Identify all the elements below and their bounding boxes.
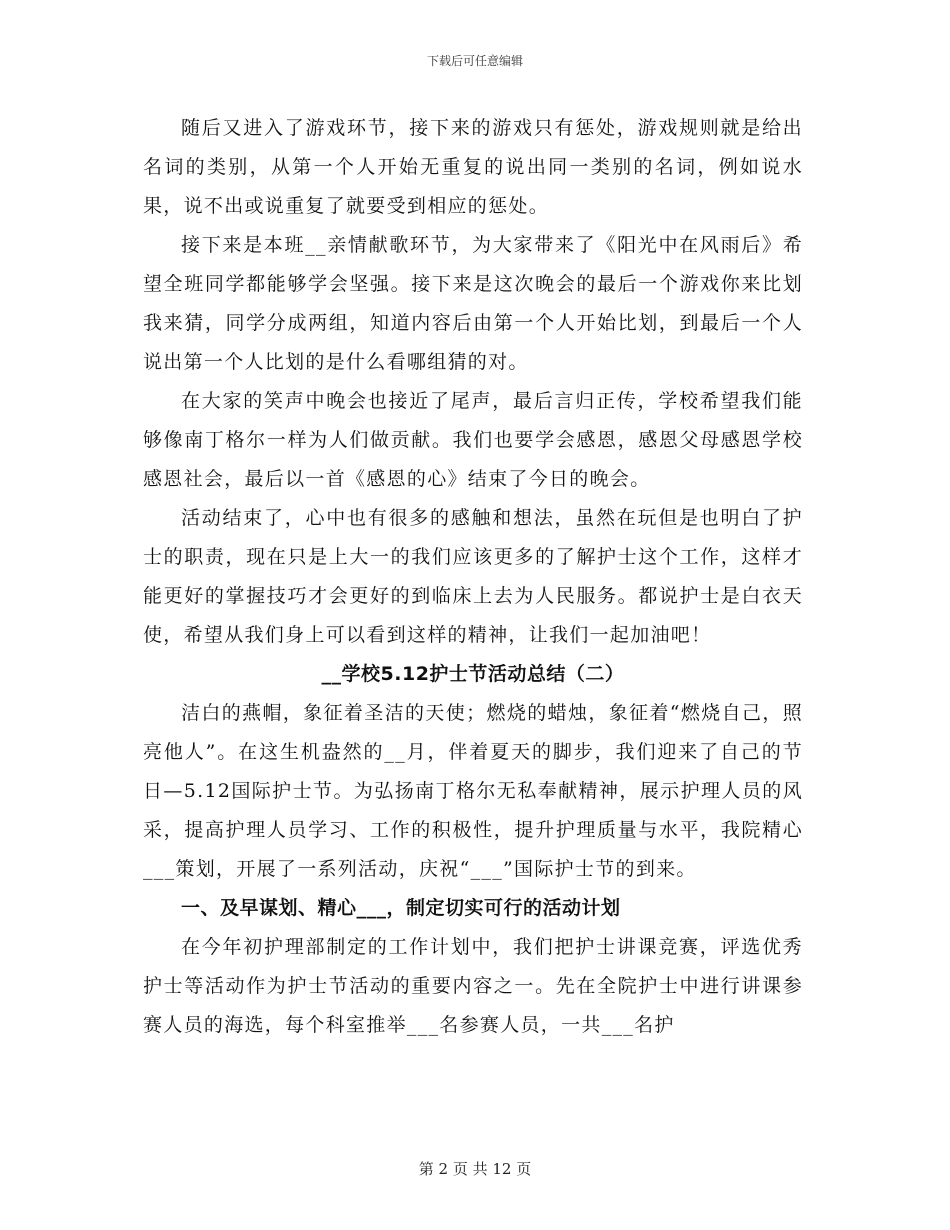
paragraph: 在今年初护理部制定的工作计划中，我们把护士讲课竞赛，评选优秀护士等活动作为护士节活动的重要内容之一。先在全院护士中进行讲课参赛人员的海选，每个科室推举___名参赛人员，一共___名护 [143, 936, 803, 1036]
paragraph: 洁白的燕帽，象征着圣洁的天使；燃烧的蜡烛，象征着“燃烧自己，照亮他人”。在这生机盎然的__月，伴着夏天的脚步，我们迎来了自己的节日—5.12国际护士节。为弘扬南丁格尔无私奉献精神，展示护理人员的风采，提高护理人员学习、工作的积极性，提升护理质量与水平，我院精心___策划，开展了一系列活动，庆祝“___”国际护士节的到来。 [143, 702, 803, 880]
document-body [143, 109, 803, 1045]
page-header: 下载后可任意编辑 [426, 54, 523, 68]
paragraph: 活动结束了，心中也有很多的感触和想法，虽然在玩但是也明白了护士的职责，现在只是上大一的我们应该更多的了解护士这个工作，这样才能更好的掌握技巧才会更好的到临床上去为人民服务。都说护士是白衣天使，希望从我们身上可以看到这样的精神，让我们一起加油吧！ [143, 507, 803, 646]
subheading: 一、及早谋划、精心___，制定切实可行的活动计划 [181, 897, 621, 919]
paragraph: 接下来是本班__亲情献歌环节，为大家带来了《阳光中在风雨后》希望全班同学都能够学会坚强。接下来是这次晚会的最后一个游戏你来比划我来猜，同学分成两组，知道内容后由第一个人开始比划，到最后一个人说出第一个人比划的是什么看哪组猜的对。 [143, 234, 803, 373]
paragraph: 在大家的笑声中晚会也接近了尾声，最后言归正传，学校希望我们能够像南丁格尔一样为人们做贡献。我们也要学会感恩，感恩父母感恩学校感恩社会，最后以一首《感恩的心》结束了今日的晚会。 [143, 390, 803, 490]
page-footer: 第 2 页 共 12 页 [418, 1160, 532, 1178]
section-title: __学校5.12护士节活动总结（二） [321, 663, 625, 685]
paragraph: 随后又进入了游戏环节，接下来的游戏只有惩处，游戏规则就是给出名词的类别，从第一个人开始无重复的说出同一类别的名词，例如说水果，说不出或说重复了就要受到相应的惩处。 [143, 117, 803, 217]
